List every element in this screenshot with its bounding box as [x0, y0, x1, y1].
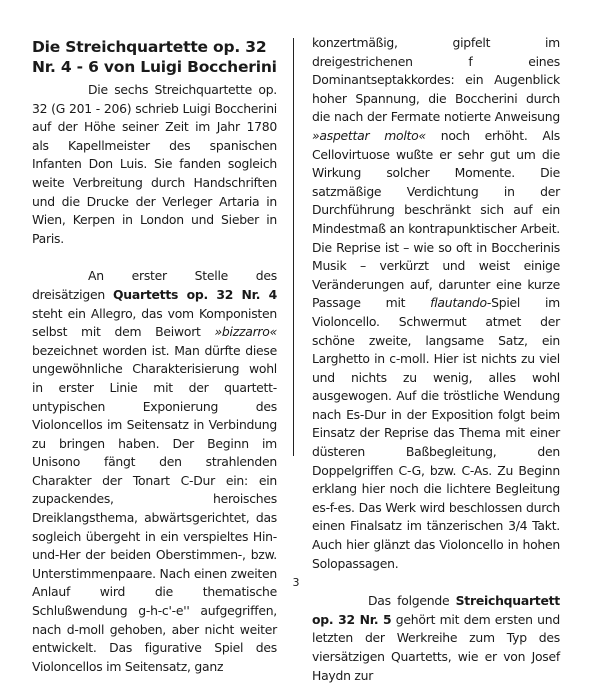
continued-paragraph: konzertmäßig, gipfelt im dreigestrichenen f eines Dominantseptakkordes: ein Augenblick hoher Spannung, die Boccherini durch die nach der Fermate notierte Anweisung »aspettar molto« noch erhöht. Als Cellovirtuose wußte er sehr gut um die Wirkung solcher Momente. Die satzmäßige Verdichtung in der Durchführung beschränkt sich auf ein Mindestmaß an kontrapunktischer Arbeit. Die Reprise ist – wie so oft in Boccherinis Musik – verkürzt und weist einige Veränderungen auf, darunter eine kurze Passage mit flautando-Spiel im Violoncello. Schwermut atmet der schöne zweite, langsame Satz, ein Larghetto in c-moll. Hier ist nichts zu viel und nichts zu wenig, alles wohl ausgewogen. Auf die tröstliche Wendung nach Es-Dur in der Exposition folgt beim Einsatz der Reprise das Thema mit einer düsteren Baßbegleitung, den Doppelgriffen C-G, bzw. C-As. Zu Beginn erklang hier noch die lichtere Begleitung es-f-es. Das Werk wird beschlossen durch einen Finalsatz im tänzerischen 3/4 Takt. Auch hier glänzt das Violoncello in hohen Solopassagen. [312, 35, 560, 571]
bizzarro-term: »bizzarro« [214, 324, 277, 340]
title-line-2: Nr. 4 - 6 von Luigi Boccherini [32, 57, 277, 76]
title-line-1: Die Streichquartette op. 32 [32, 38, 267, 56]
flautando-term: flautando [430, 295, 487, 311]
article-title [32, 38, 282, 77]
intro-paragraph: Die sechs Streichquartette op. 32 (G 201 - 206) schrieb Luigi Boccherini auf der Höhe seiner Zeit im Jahr 1780 als Kapellmeister des spanischen Infanten Don Luis. Sie fanden sogleich weite Verbreitung durch Handschriften und die Drucke der Verleger Artaria in Wien, Kerpen in London und Sieber in Paris. [32, 82, 277, 246]
quartet-4-title: Quartetts op. 32 Nr. 4 [113, 286, 277, 302]
quartet-5-paragraph: Das folgende Streichquartett op. 32 Nr. 5 gehört mit dem ersten und letzten der Werkreihe zum Typ des viersätzigen Quartetts, wie er von Josef Haydn zur [312, 593, 560, 683]
aspettar-term: »aspettar molto« [312, 127, 426, 143]
quartet-5-title: Streichquartett op. 32 Nr. 5 [312, 593, 560, 627]
quartet-4-paragraph: An erster Stelle des dreisätzigen Quartetts op. 32 Nr. 4 steht ein Allegro, das vom Komponisten selbst mit dem Beiwort »bizzarro« bezeichnet worden ist. Man dürfte diese ungewöhnliche Charakterisierung wohl in erster Linie mit der quartett-untypischen Exponierung des Violoncellos im Seitensatz in Verbindung zu bringen haben. Der Beginn im Unisono fängt den strahlenden Charakter der Tonart C-Dur ein: ein zupackendes, heroisches Dreiklangsthema, abwärtsgerichtet, das sogleich übergeht in ein verspieltes Hin-und-Her der beiden Oberstimmen-, bzw. Unterstimmenpaare. Nach einen zweiten Anlauf wird die thematische Schlußwendung g-h-c'-e'' aufgegriffen, nach d-moll gehoben, aber nicht weiter entwickelt. Das figurative Spiel des Violoncellos im Seitensatz, ganz [32, 268, 277, 674]
column-divider [293, 38, 294, 456]
page-number: 3 [292, 576, 300, 589]
